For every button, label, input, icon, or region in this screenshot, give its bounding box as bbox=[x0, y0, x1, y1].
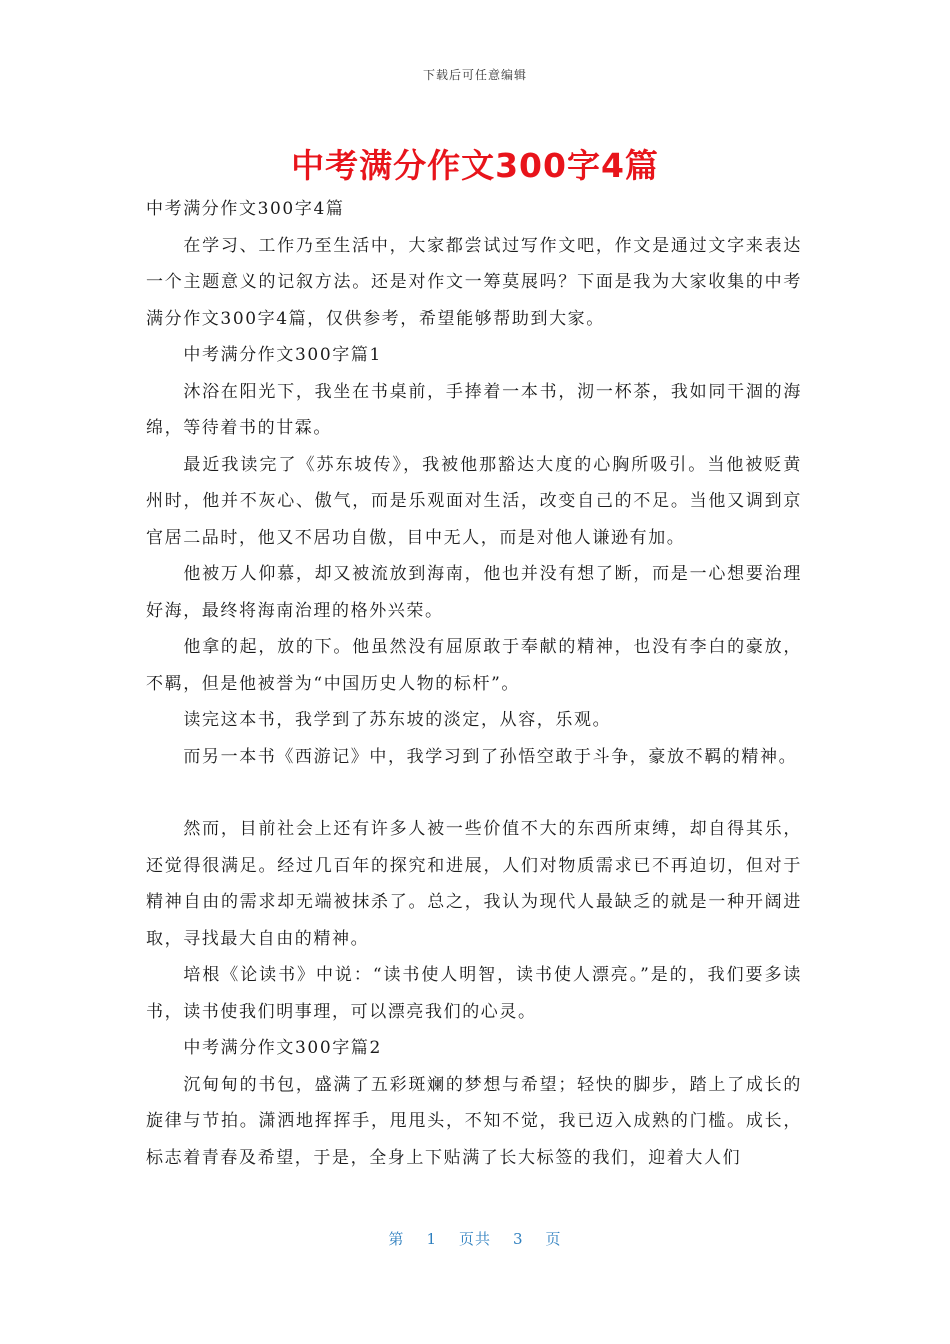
current-page-number: 1 bbox=[426, 1230, 437, 1248]
total-pages-number: 3 bbox=[513, 1230, 524, 1248]
intro-paragraph: 在学习、工作乃至生活中，大家都尝试过写作文吧，作文是通过文字来表达一个主题意义的记叙方法。还是对作文一筹莫展吗？下面是我为大家收集的中考满分作文300字4篇，仅供参考，希望能够帮助到大家。 bbox=[146, 235, 802, 329]
section-heading-1: 中考满分作文300字篇1 bbox=[183, 345, 382, 365]
body-paragraph: 而另一本书《西游记》中，我学习到了孙悟空敢于斗争，豪放不羁的精神。 bbox=[183, 746, 798, 767]
body-paragraph: 沉甸甸的书包，盛满了五彩斑斓的梦想与希望；轻快的脚步，踏上了成长的旋律与节拍。潇洒地挥挥手，甩甩头，不知不觉，我已迈入成熟的门槛。成长，标志着青春及希望，于是，全身上下贴满了长大标签的我们，迎着大人们 bbox=[146, 1074, 802, 1168]
body-paragraph: 他被万人仰慕，却又被流放到海南，他也并没有想了断，而是一心想要治理好海，最终将海南治理的格外兴荣。 bbox=[146, 564, 802, 621]
page-label-mid: 页共 bbox=[458, 1230, 491, 1248]
body-paragraph: 他拿的起，放的下。他虽然没有屈原敢于奉献的精神，也没有李白的豪放，不羁，但是他被誉为“中国历史人物的标杆”。 bbox=[146, 637, 802, 694]
body-paragraph: 沐浴在阳光下，我坐在书桌前，手捧着一本书，沏一杯茶，我如同干涸的海绵，等待着书的甘霖。 bbox=[146, 381, 802, 438]
body-paragraph: 培根《论读书》中说：“读书使人明智，读书使人漂亮。”是的，我们要多读书，读书使我们明事理，可以漂亮我们的心灵。 bbox=[146, 965, 802, 1022]
document-title: 中考满分作文300字4篇 bbox=[291, 146, 659, 185]
subtitle-paragraph: 中考满分作文300字4篇 bbox=[146, 199, 345, 219]
body-paragraph: 读完这本书，我学到了苏东坡的淡定，从容，乐观。 bbox=[183, 710, 612, 730]
section-heading-2: 中考满分作文300字篇2 bbox=[183, 1038, 382, 1058]
page-footer bbox=[0, 1228, 950, 1249]
document-body bbox=[146, 191, 802, 1176]
header-note: 下载后可任意编辑 bbox=[422, 68, 527, 82]
body-paragraph: 最近我读完了《苏东坡传》，我被他那豁达大度的心胸所吸引。当他被贬黄州时，他并不灰心、傲气，而是乐观面对生活，改变自己的不足。当他又调到京官居二品时，他又不居功自傲，目中无人，而是对他人谦逊有加。 bbox=[146, 454, 802, 548]
body-paragraph: 然而，目前社会上还有许多人被一些价值不大的东西所束缚，却自得其乐，还觉得很满足。经过几百年的探究和进展，人们对物质需求已不再迫切，但对于精神自由的需求却无端被抹杀了。总之，我认为现代人最缺乏的就是一种开阔进取，寻找最大自由的精神。 bbox=[146, 819, 802, 949]
page-label-end: 页 bbox=[545, 1230, 562, 1248]
page-label-start: 第 bbox=[388, 1230, 405, 1248]
